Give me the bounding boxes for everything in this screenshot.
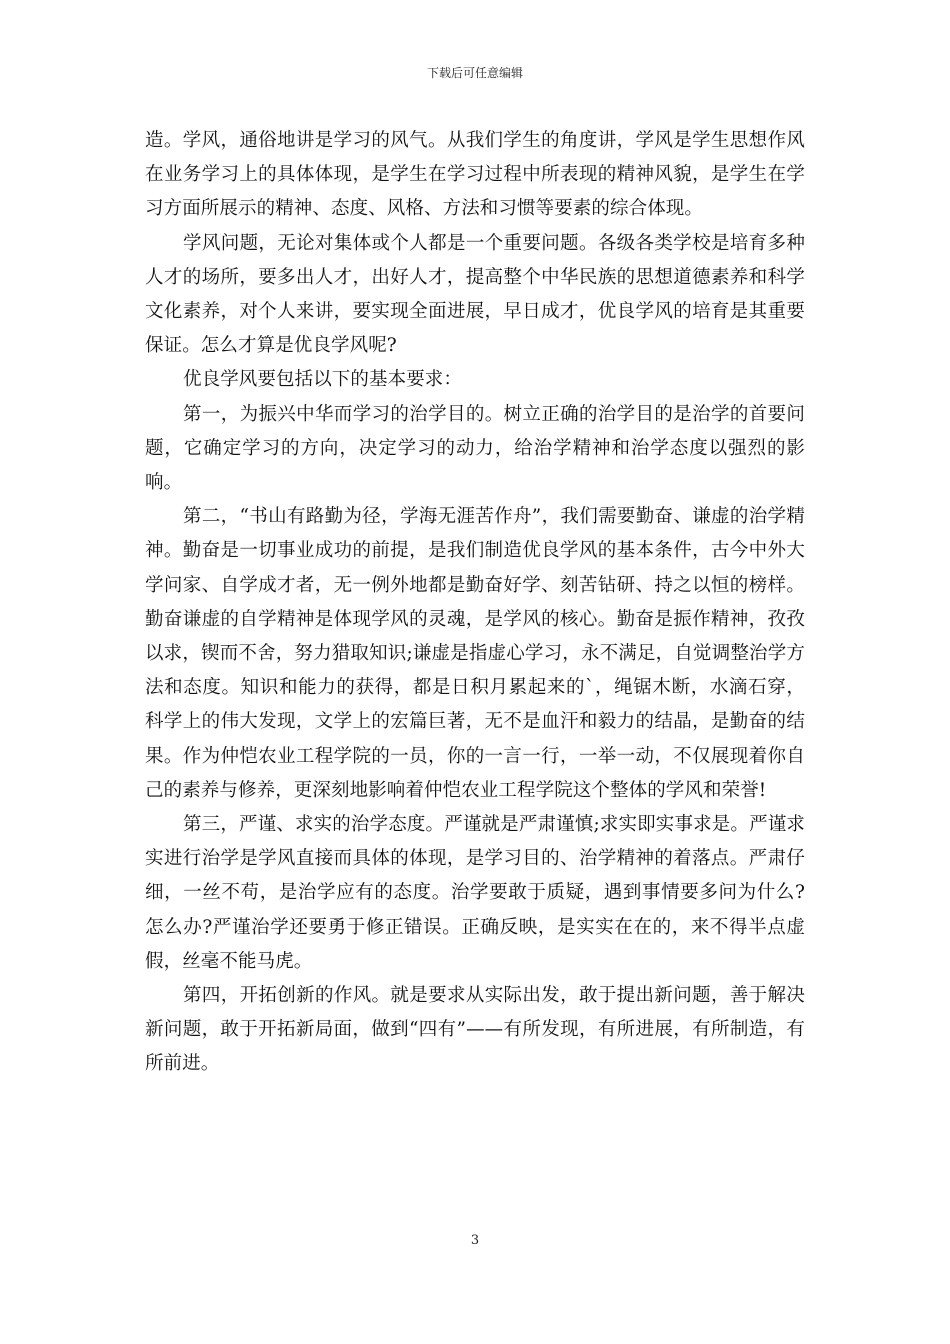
- page-number: 3: [470, 1233, 480, 1248]
- paragraph-4: 第一，为振兴中华而学习的治学目的。树立正确的治学目的是治学的首要问题，它确定学习的方向，决定学习的动力，给治学精神和治学态度以强烈的影响。: [145, 403, 805, 494]
- paragraph-5: 第二，“书山有路勤为径，学海无涯苦作舟”，我们需要勤奋、谦虚的治学精神。勤奋是一切事业成功的前提，是我们制造优良学风的基本条件，古今中外大学问家、自学成才者，无一例外地都是勤奋好学、刻苦钻研、持之以恒的榜样。勤奋谦虚的自学精神是体现学风的灵魂，是学风的核心。勤奋是振作精神，孜孜以求，锲而不舍，努力猎取知识;谦虚是指虚心学习，永不满足，自觉调整治学方法和态度。知识和能力的获得，都是日积月累起来的`，绳锯木断，水滴石穿，科学上的伟大发现，文学上的宏篇巨著，无不是血汗和毅力的结晶，是勤奋的结果。作为仲恺农业工程学院的一员，你的一言一行，一举一动，不仅展现着你自己的素养与修养，更深刻地影响着仲恺农业工程学院这个整体的学风和荣誉!: [145, 506, 805, 801]
- document-body: [145, 124, 805, 1082]
- paragraph-6: 第三，严谨、求实的治学态度。严谨就是严肃谨慎;求实即实事求是。严谨求实进行治学是学风直接而具体的体现，是学习目的、治学精神的着落点。严肃仔细，一丝不苟，是治学应有的态度。治学要敢于质疑，遇到事情要多问为什么?怎么办?严谨治学还要勇于修正错误。正确反映，是实实在在的，来不得半点虚假，丝毫不能马虎。: [145, 814, 805, 972]
- paragraph-3: 优良学风要包括以下的基本要求：: [183, 369, 463, 391]
- paragraph-2: 学风问题，无论对集体或个人都是一个重要问题。各级各类学校是培育多种人才的场所，要多出人才，出好人才，提高整个中华民族的思想道德素养和科学文化素养，对个人来讲，要实现全面进展，早日成才，优良学风的培育是其重要保证。怎么才算是优良学风呢?: [145, 232, 805, 357]
- paragraph-7: 第四，开拓创新的作风。就是要求从实际出发，敢于提出新问题，善于解决新问题，敢于开拓新局面，做到“四有”——有所发现，有所进展，有所制造，有所前进。: [145, 985, 805, 1075]
- page-header: 下载后可任意编辑: [426, 66, 523, 80]
- paragraph-1: 造。学风，通俗地讲是学习的风气。从我们学生的角度讲，学风是学生思想作风在业务学习上的具体体现，是学生在学习过程中所表现的精神风貌，是学生在学习方面所展示的精神、态度、风格、方法和习惯等要素的综合体现。: [145, 130, 805, 220]
